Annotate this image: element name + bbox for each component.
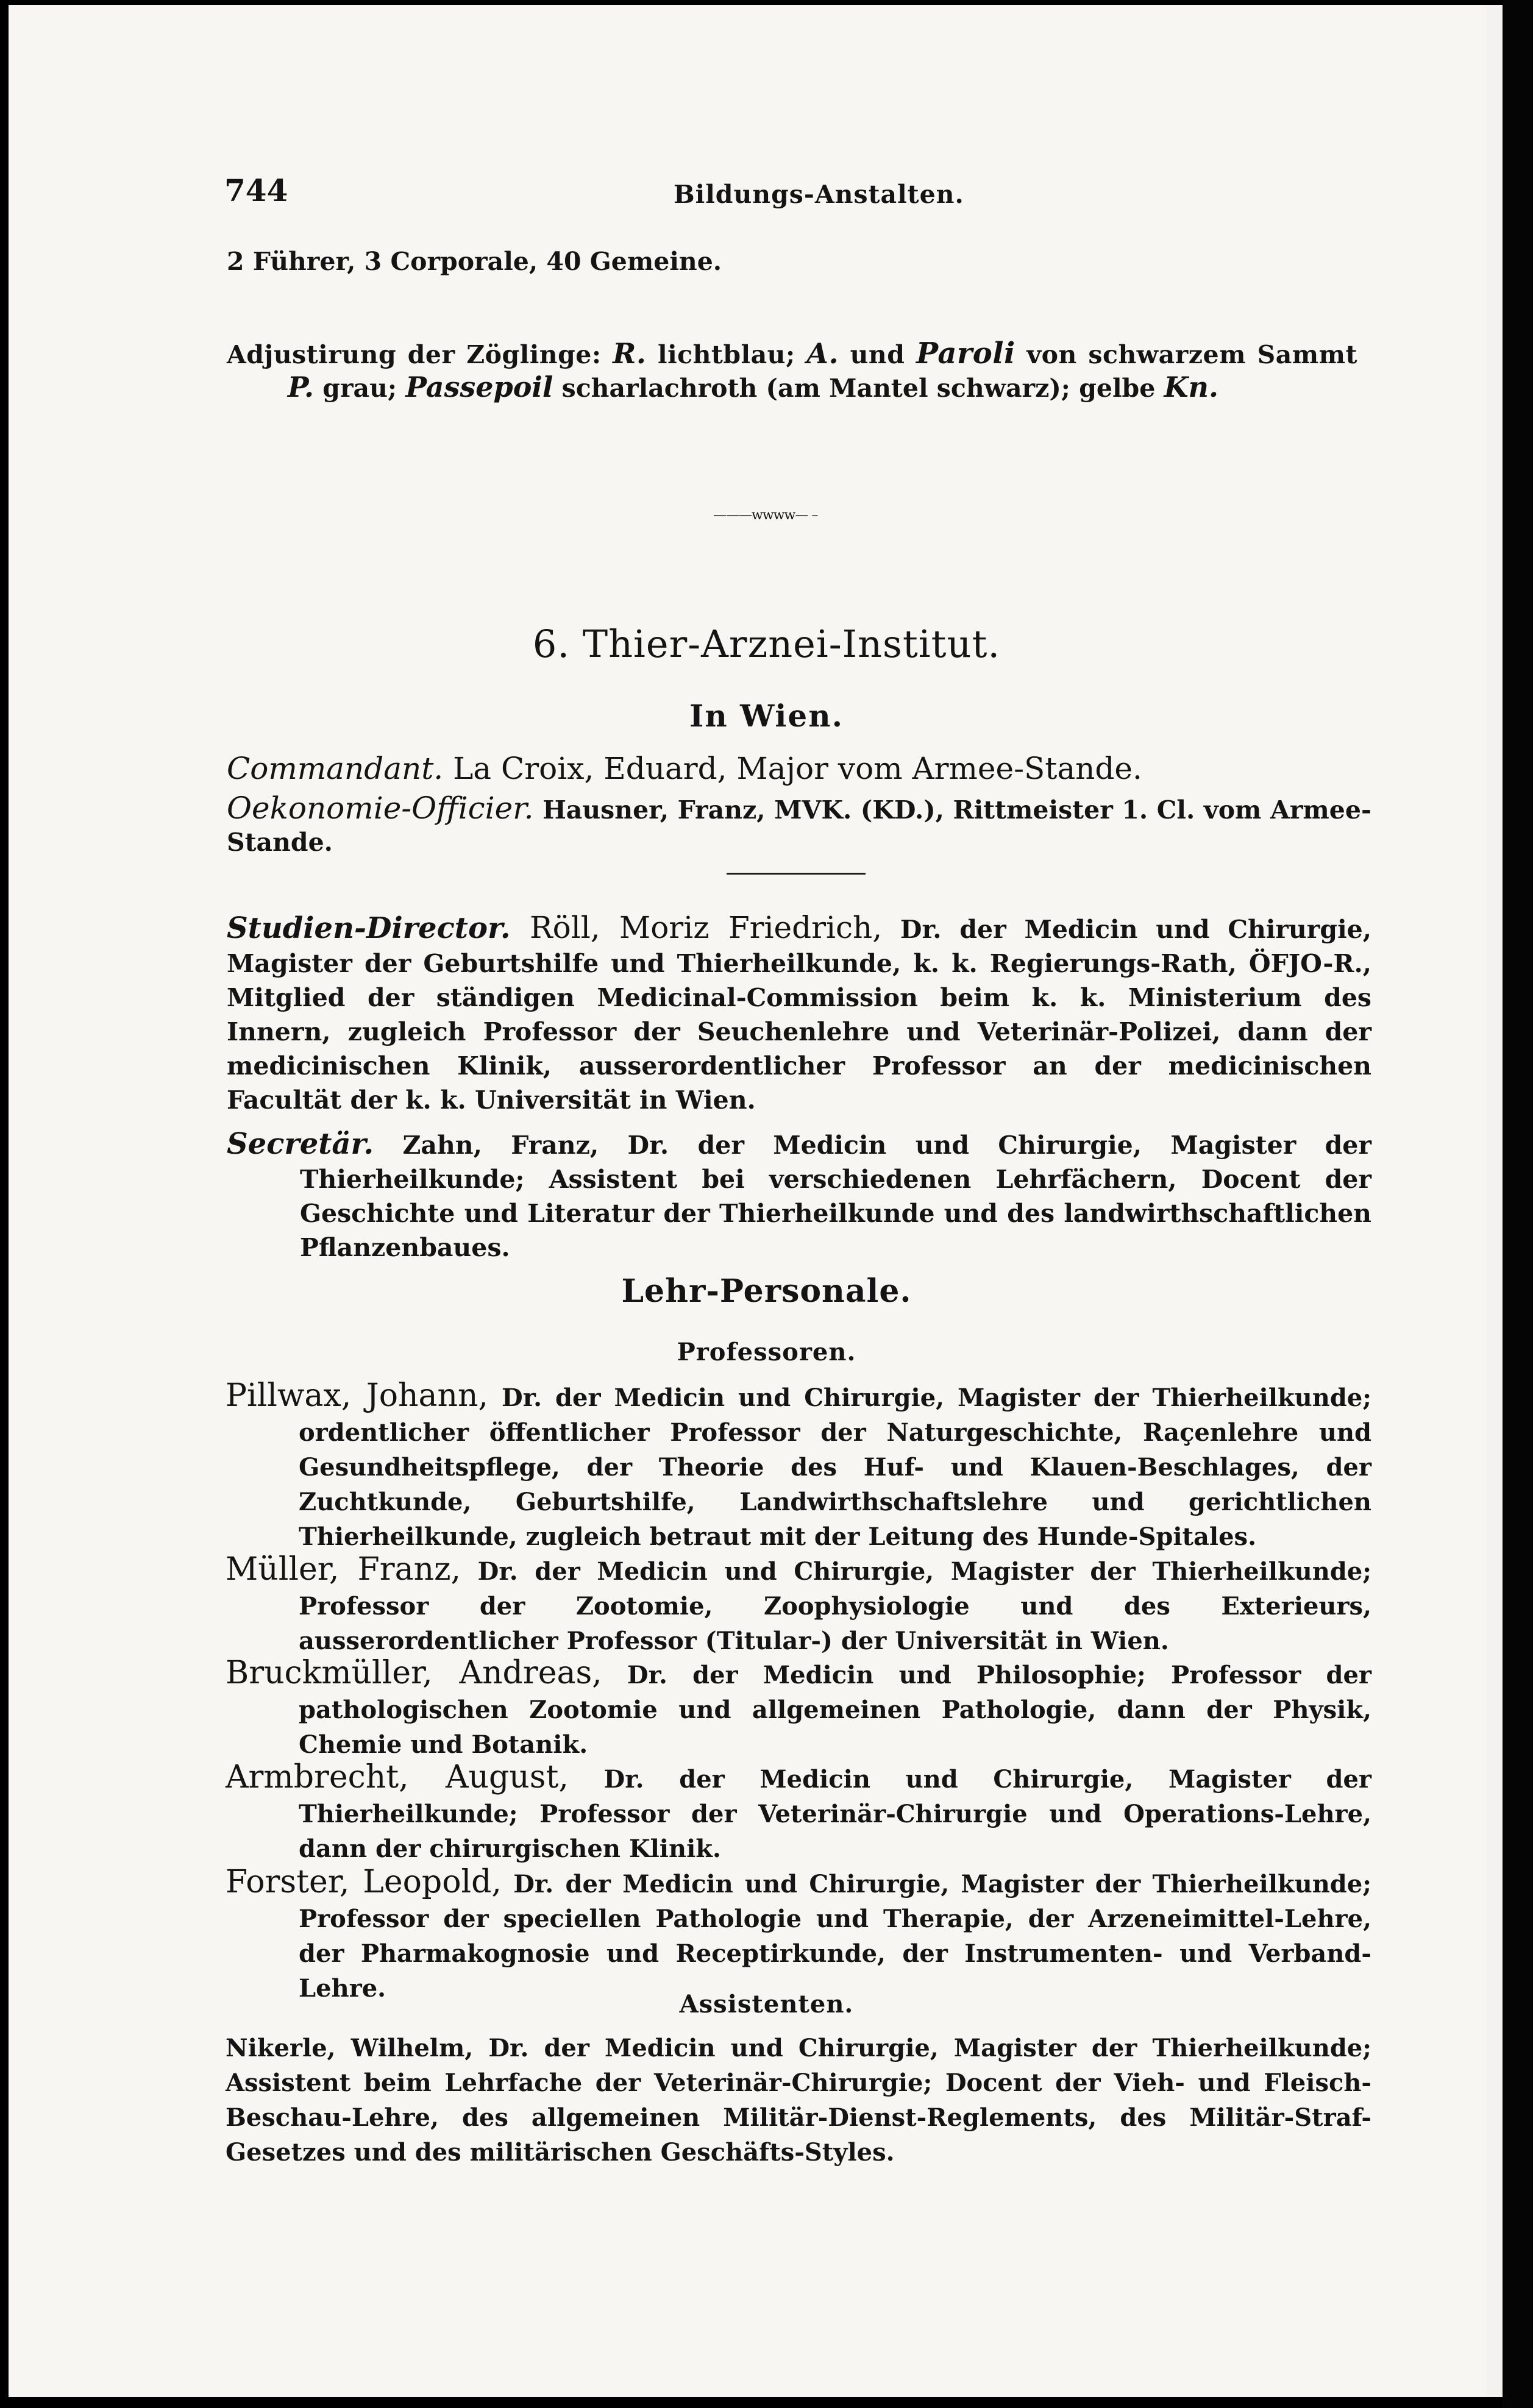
assistenten-heading: Assistenten. [679,1990,854,2019]
divider-rule [727,873,866,875]
professoren-heading: Professoren. [677,1338,856,1366]
running-title: Bildungs-Anstalten. [674,180,964,209]
adjustment-line-2: P. grau; Passepoil scharlachroth (am Mantel schwarz); gelbe Kn. [288,371,1219,403]
professor-entry: Pillwax, Johann, Dr. der Medicin und Chirurgie, Magister der Thierheilkunde; ordentlicher öffentlicher Professor der Naturgeschichte, Raçenlehre und Gesundheitspflege, der Theorie des Huf- und Klauen-Beschlages, der Zuchtkunde, Geburtshilfe, Landwirthschaftslehre und gerichtlichen Thierheilkunde, zugleich betraut mit der Leitung des Hunde-Spitales. [226,1377,1372,1551]
professor-entry: Forster, Leopold, Dr. der Medicin und Chirurgie, Magister der Thierheilkunde; Professor der speciellen Pathologie und Therapie, der Arzeneimittel-Lehre, der Pharmakognosie und Receptirkunde, der Instrumenten- und Verband-Lehre. [226,1864,1371,2003]
section-title: 6. Thier-Arznei-Institut. [532,622,1001,666]
director-entry: Studien-Director. Röll, Moriz Friedrich, Dr. der Medicin und Chirurgie, Magister der Geburtshilfe und Thierheilkunde, k. k. Regierungs-Rath, ÖFJO-R., Mitglied der ständigen Medicinal-Commission beim k. k. Ministerium des Innern, zugleich Professor der Seuchenlehre und Veterinär-Polizei, dann der medicinischen Klinik, ausserordentlicher Professor an der medicinischen Facultät der k. k. Universität in Wien. [227,910,1372,1115]
page-number: 744 [224,172,288,208]
lehr-personale-heading: Lehr-Personale. [621,1273,912,1310]
scan-border [1503,0,1533,2408]
ornament-divider: ———wwww— – [713,508,818,523]
intro-line: 2 Führer, 3 Corporale, 40 Gemeine. [227,247,722,276]
professor-entry: Bruckmüller, Andreas, Dr. der Medicin und Philosophie; Professor der pathologischen Zootomie und allgemeinen Pathologie, dann der Physik, Chemie und Botanik. [226,1655,1371,1759]
assistent-entry: Nikerle, Wilhelm, Dr. der Medicin und Chirurgie, Magister der Thierheilkunde; Assistent beim Lehrfache der Veterinär-Chirurgie; Docent der Vieh- und Fleisch-Beschau-Lehre, des allgemeinen Militär-Dienst-Reglements, des Militär-Straf-Gesetzes und des militärischen Geschäfts-Styles. [226,2034,1371,2167]
professor-entry: Müller, Franz, Dr. der Medicin und Chirurgie, Magister der Thierheilkunde; Professor der Zootomie, Zoophysiologie und des Exterieurs, ausserordentlicher Professor (Titular-) der Universität in Wien. [226,1551,1372,1655]
commandant-line: Commandant. La Croix, Eduard, Major vom Armee-Stande. [227,751,1142,786]
oekonomie-line: Oekonomie-Officier. Hausner, Franz, MVK. (KD.), Rittmeister 1. Cl. vom Armee- [227,790,1371,826]
adjustment-line-1: Adjustirung der Zöglinge: R. lichtblau; A. und Paroli von schwarzem Sammt [227,336,1357,371]
secretary-entry: Secretär. Zahn, Franz, Dr. der Medicin und Chirurgie, Magister der Thierheilkunde; Assistent bei verschiedenen Lehrfächern, Docent der Geschichte und Literatur der Thierheilkunde und des landwirthschaftlichen Pflanzenbaues. [227,1127,1371,1262]
location-heading: In Wien. [689,698,844,734]
professor-entry: Armbrecht, August, Dr. der Medicin und Chirurgie, Magister der Thierheilkunde; Professor der Veterinär-Chirurgie und Operations-Lehre, dann der chirurgischen Klinik. [226,1759,1371,1863]
oekonomie-cont: Stande. [227,828,333,857]
page-edge [1487,5,1503,2397]
